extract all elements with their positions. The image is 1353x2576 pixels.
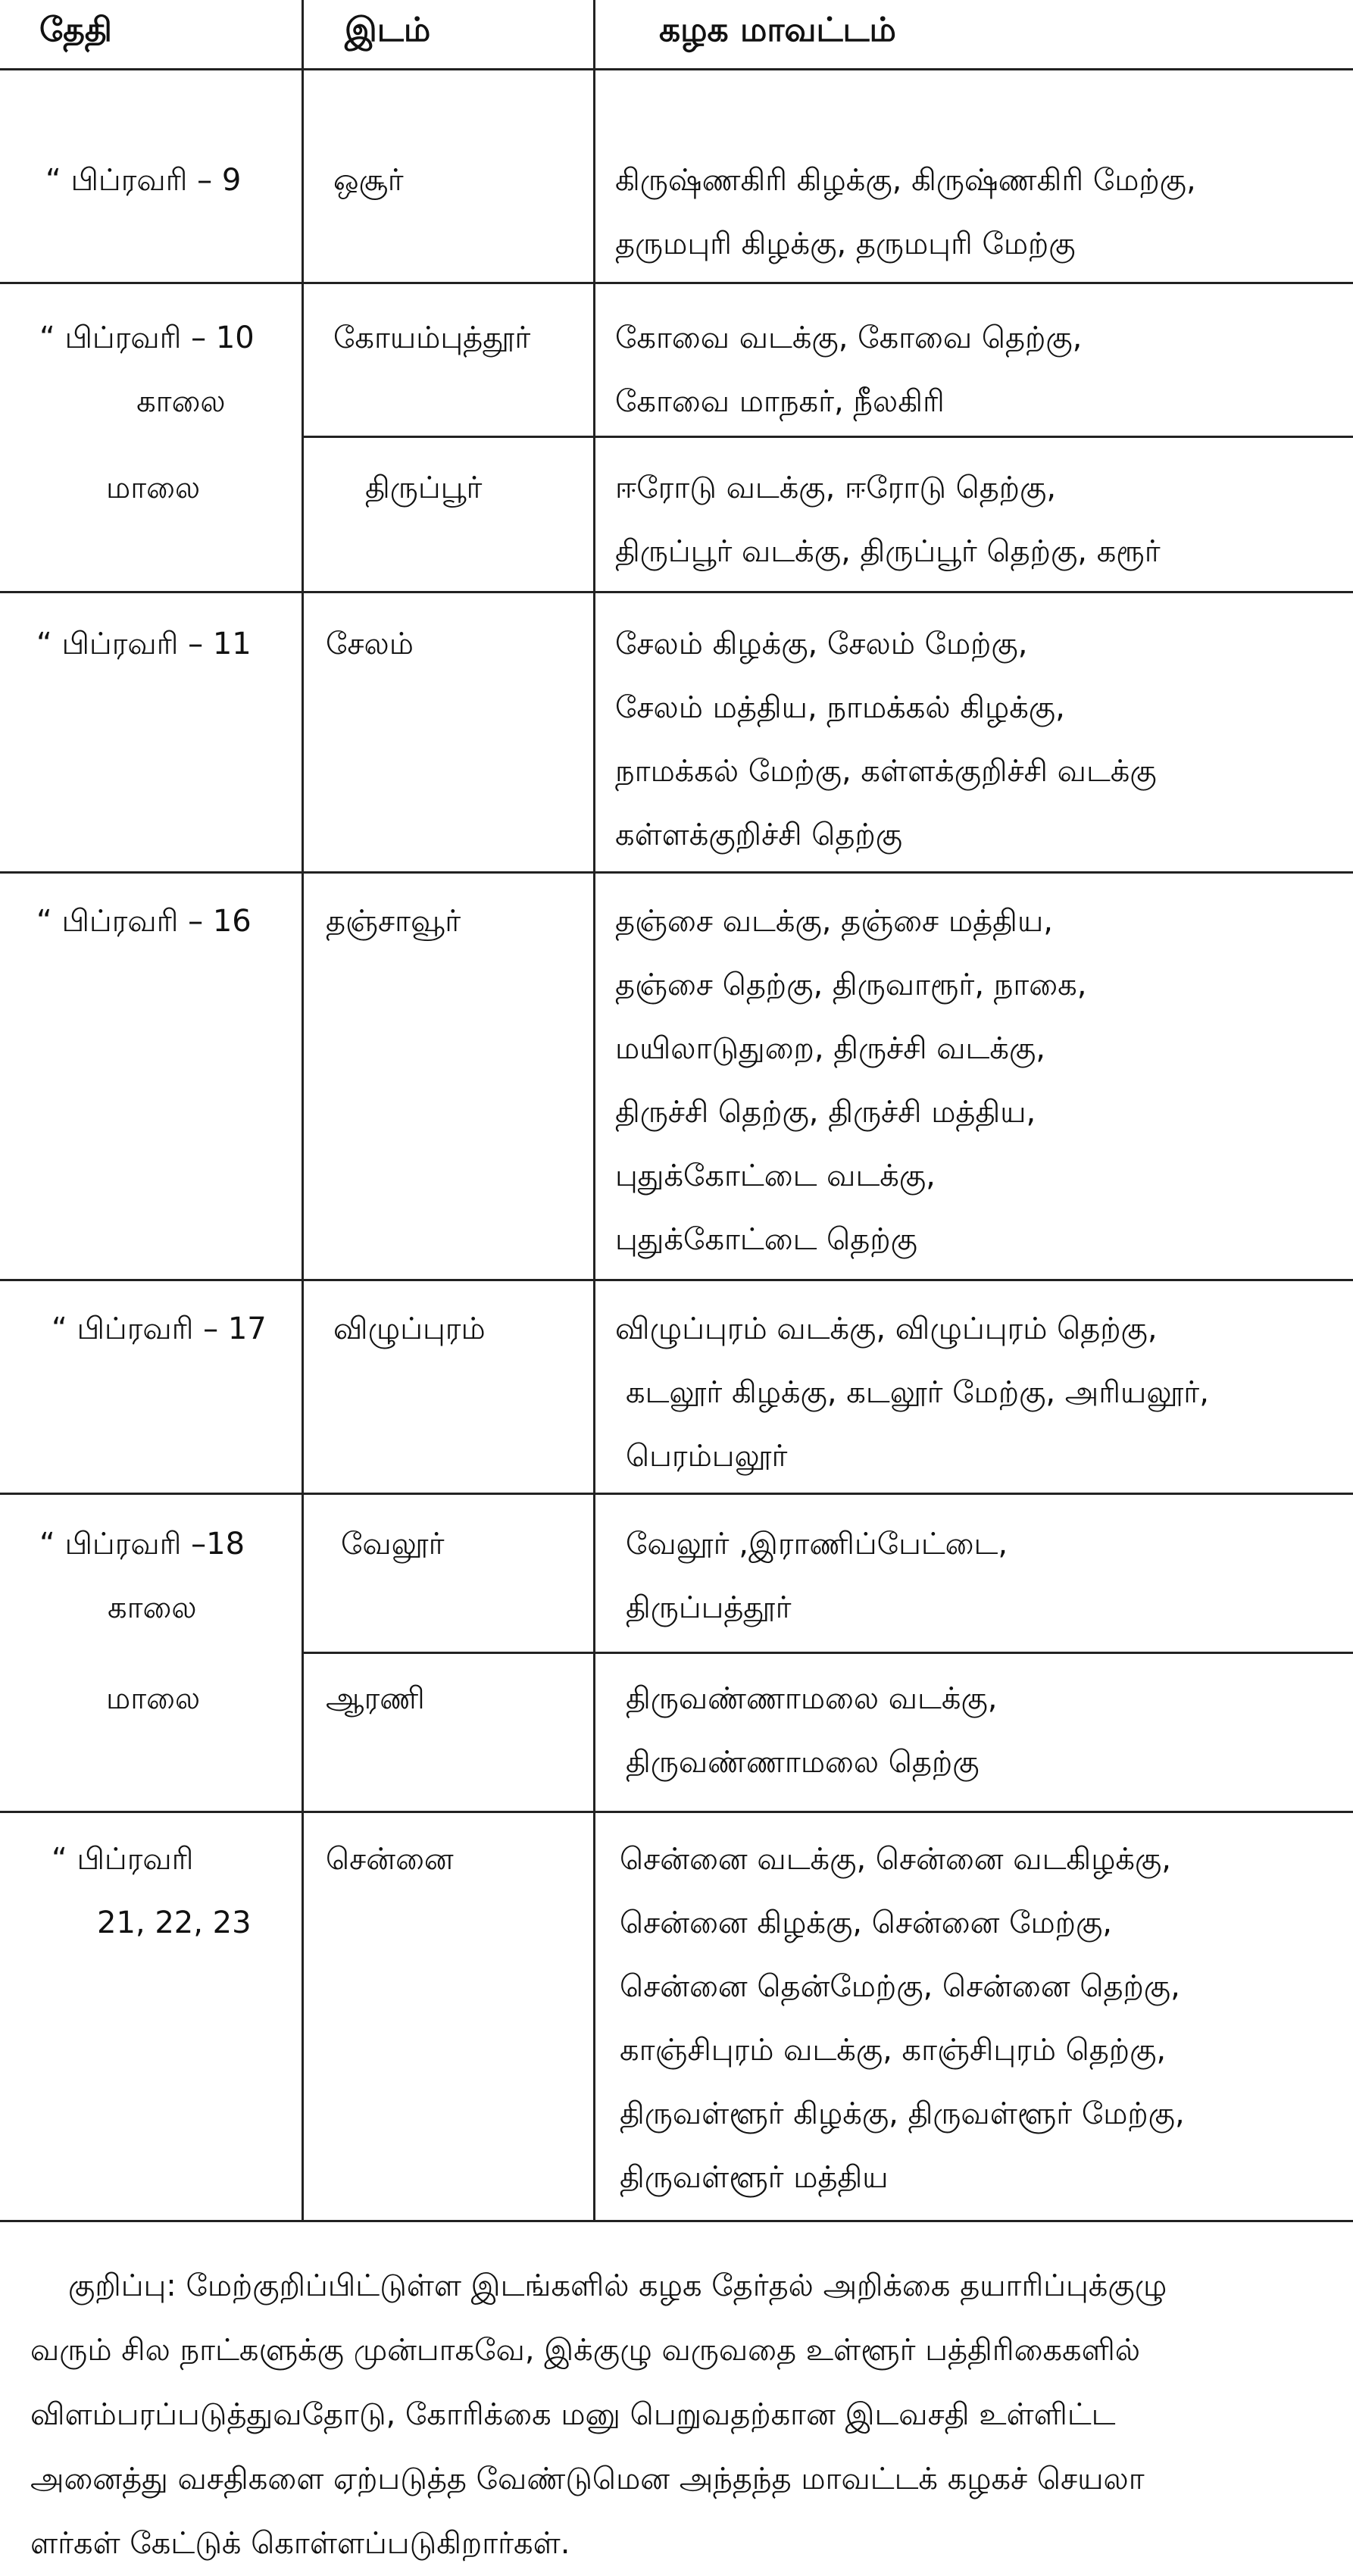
table-row-date: “ பிப்ரவரி –18 காலை <box>39 1527 245 1625</box>
table-row-date: “ பிப்ரவரி – 16 <box>36 904 252 939</box>
header-date: தேதி <box>39 11 112 49</box>
table-row-districts: கோவை வடக்கு, கோவை தெற்கு, கோவை மாநகர், நீலகிரி <box>615 320 1083 419</box>
subrow-divider <box>302 436 1353 438</box>
note-paragraph <box>30 2254 1333 2576</box>
table-row-date: “ பிப்ரவரி 21, 22, 23 <box>52 1842 252 1940</box>
table-row-place: ஆரணி <box>326 1681 425 1716</box>
table-row-date: “ பிப்ரவரி – 17 <box>52 1311 267 1346</box>
table-row-districts: திருவண்ணாமலை வடக்கு, திருவண்ணாமலை தெற்கு <box>626 1681 998 1780</box>
row-divider <box>0 1279 1353 1281</box>
table-row-place: ஒசூர் <box>333 163 404 198</box>
table-row-date: மாலை <box>106 1681 201 1716</box>
row-divider <box>0 68 1353 70</box>
table-row-districts: கிருஷ்ணகிரி கிழக்கு, கிருஷ்ணகிரி மேற்கு, தருமபுரி கிழக்கு, தருமபுரி மேற்கு <box>615 163 1196 261</box>
table-row-date: “ பிப்ரவரி – 9 <box>45 163 242 198</box>
table-row-place: தஞ்சாவூர் <box>326 904 461 939</box>
table-row-districts: விழுப்புரம் வடக்கு, விழுப்புரம் தெற்கு, கடலூர் கிழக்கு, கடலூர் மேற்கு, அரியலூர், பெரம்பலூர் <box>615 1311 1209 1474</box>
table-row-place: கோயம்புத்தூர் <box>333 320 531 355</box>
row-divider <box>0 1811 1353 1813</box>
table-row-date: மாலை <box>106 470 201 505</box>
note-line: ளர்கள் கேட்டுக் கொள்ளப்படுகிறார்கள். <box>30 2526 570 2561</box>
table-row-districts: ஈரோடு வடக்கு, ஈரோடு தெற்கு, திருப்பூர் வடக்கு, திருப்பூர் தெற்கு, கரூர் <box>615 470 1161 569</box>
table-row-date: “ பிப்ரவரி – 10 காலை <box>39 320 255 419</box>
row-divider <box>0 871 1353 874</box>
table-row-districts: வேலூர் ,இராணிப்பேட்டை, திருப்பத்தூர் <box>626 1527 1008 1625</box>
note-line: வரும் சில நாட்களுக்கு முன்பாகவே, இக்குழு வருவதை உள்ளூர் பத்திரிகைகளில் <box>30 2333 1141 2368</box>
table-row-date: “ பிப்ரவரி – 11 <box>36 627 252 661</box>
table-row-place: வேலூர் <box>341 1527 445 1562</box>
note-line: விளம்பரப்படுத்துவதோடு, கோரிக்கை மனு பெறுவதற்கான இடவசதி உள்ளிட்ட <box>30 2397 1116 2432</box>
table-row-districts: சேலம் கிழக்கு, சேலம் மேற்கு, சேலம் மத்திய, நாமக்கல் கிழக்கு, நாமக்கல் மேற்கு, கள்ளக்குறிச்சி வடக்கு கள்ளக்குறிச்சி தெற்கு <box>615 627 1157 852</box>
column-divider <box>302 0 304 2221</box>
header-place: இடம் <box>345 11 431 49</box>
row-divider <box>0 591 1353 593</box>
note-line: அனைத்து வசதிகளை ஏற்படுத்த வேண்டுமென அந்தந்த மாவட்டக் கழகச் செயலா <box>30 2462 1145 2496</box>
row-divider <box>0 2220 1353 2222</box>
table-row-place: திருப்பூர் <box>365 470 483 505</box>
table-row-place: சேலம் <box>326 627 414 661</box>
note-line: குறிப்பு: மேற்குறிப்பிட்டுள்ள இடங்களில் கழக தேர்தல் அறிக்கை தயாரிப்புக்குழு <box>68 2268 1167 2303</box>
table-row-place: சென்னை <box>326 1842 454 1877</box>
row-divider <box>0 1493 1353 1495</box>
table-row-place: விழுப்புரம் <box>333 1311 486 1346</box>
table-row-districts: தஞ்சை வடக்கு, தஞ்சை மத்திய, தஞ்சை தெற்கு, திருவாரூர், நாகை, மயிலாடுதுறை, திருச்சி வடக்கு, திருச்சி தெற்கு, திருச்சி மத்திய, புதுக்கோட்டை வடக்கு, புதுக்கோட்டை தெற்கு <box>615 904 1087 1257</box>
subrow-divider <box>302 1652 1353 1654</box>
row-divider <box>0 282 1353 284</box>
table-row-districts: சென்னை வடக்கு, சென்னை வடகிழக்கு, சென்னை கிழக்கு, சென்னை மேற்கு, சென்னை தென்மேற்கு, சென்னை தெற்கு, காஞ்சிபுரம் வடக்கு, காஞ்சிபுரம் தெற்கு, திருவள்ளூர் கிழக்கு, திருவள்ளூர் மேற்கு, திருவள்ளூர் மத்திய <box>620 1842 1185 2195</box>
column-divider <box>593 0 595 2221</box>
header-district: கழக மாவட்டம் <box>659 11 896 49</box>
